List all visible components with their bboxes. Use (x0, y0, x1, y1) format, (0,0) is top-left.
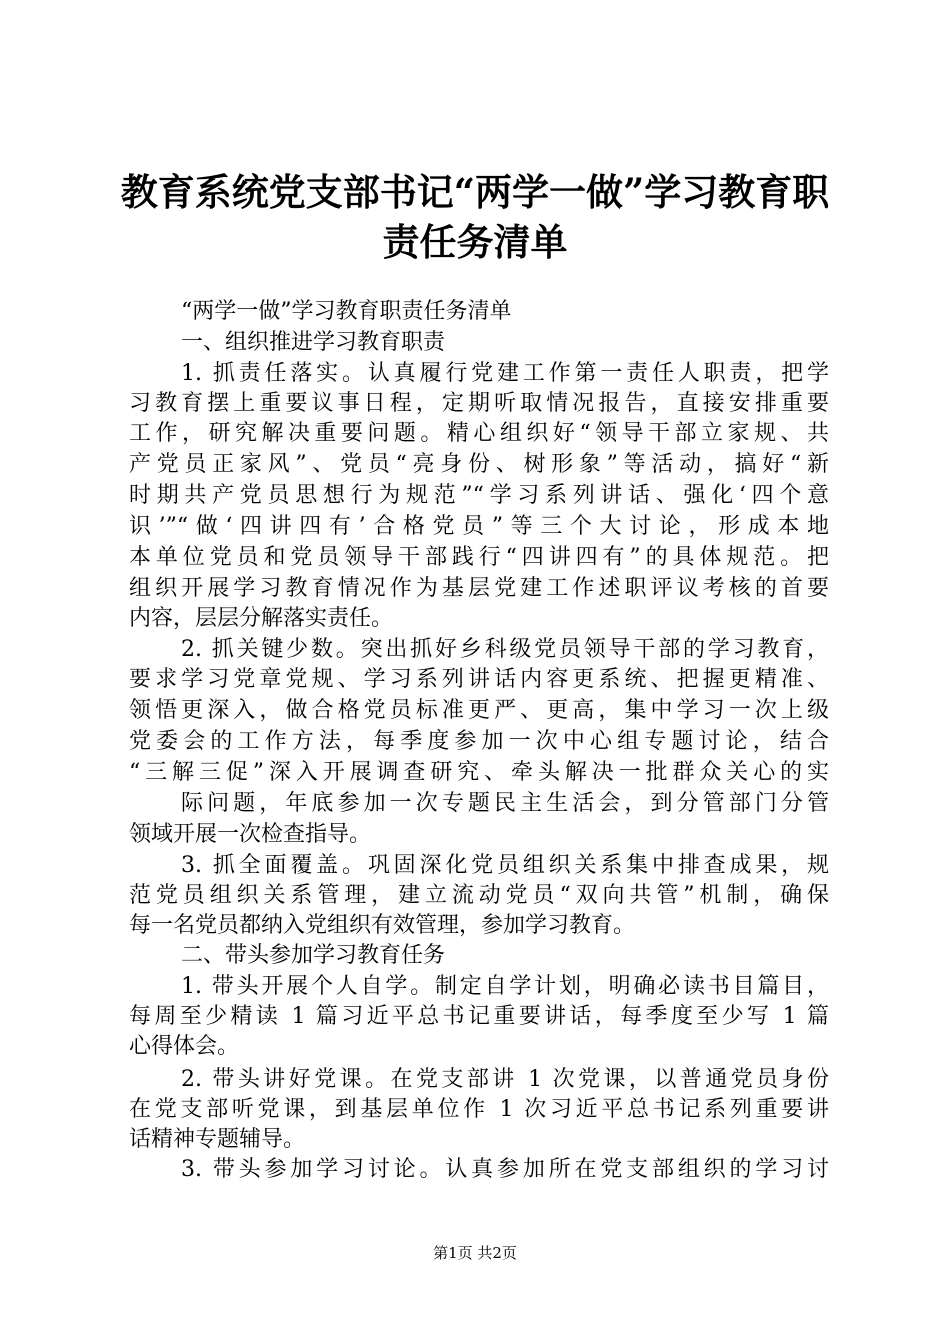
body-line: 话精神专题辅导。 (129, 1127, 306, 1152)
body-line: 内容，层层分解落实责任。 (129, 606, 394, 631)
body-line: 习教育摆上重要议事日程，定期听取情况报告，直接安排重要 (129, 391, 829, 416)
body-line: 2. 抓关键少数。突出抓好乡科级党员领导干部的学习教育， (181, 637, 829, 662)
body-line: “三解三促”深入开展调查研究、牵头解决一批群众关心的实 (129, 760, 829, 785)
subtitle: “两学一做”学习教育职责任务清单 (181, 299, 512, 324)
body-line: 领悟更深入，做合格党员标准更严、更高，集中学习一次上级 (129, 698, 829, 723)
body-line: 1. 带头开展个人自学。制定自学计划，明确必读书目篇目， (181, 974, 829, 999)
body-line: 1. 抓责任落实。认真履行党建工作第一责任人职责，把学 (181, 361, 829, 386)
body-line: 3. 抓全面覆盖。巩固深化党员组织关系集中排查成果，规 (181, 853, 829, 878)
body-line: 时期共产党员思想行为规范”“学习系列讲话、强化‘四个意 (129, 483, 829, 508)
body-line: 工作，研究解决重要问题。精心组织好“领导干部立家规、共 (129, 421, 829, 446)
body-line: 每周至少精读 1 篇习近平总书记重要讲话，每季度至少写 1 篇 (129, 1004, 829, 1029)
body-line: 领域开展一次检查指导。 (129, 822, 372, 847)
section-heading-1: 一、组织推进学习教育职责 (181, 330, 446, 355)
body-line: 范党员组织关系管理，建立流动党员“双向共管”机制，确保 (129, 883, 829, 908)
body-line: 际问题，年底参加一次专题民主生活会，到分管部门分管 (181, 791, 829, 816)
body-line: 要求学习党章党规、学习系列讲话内容更系统、把握更精准、 (129, 667, 829, 692)
body-line: 识’”“做‘四讲四有’合格党员”等三个大讨论，形成本地 (129, 514, 829, 539)
body-line: 心得体会。 (129, 1034, 240, 1059)
body-line: 每一名党员都纳入党组织有效管理，参加学习教育。 (129, 913, 636, 938)
section-heading-2: 二、带头参加学习教育任务 (181, 943, 446, 968)
body-line: 产党员正家风”、党员“亮身份、树形象”等活动，搞好“新 (129, 452, 829, 477)
page-footer: 第1页 共2页 (433, 1244, 517, 1262)
body-line: 在党支部听党课，到基层单位作 1 次习近平总书记系列重要讲 (129, 1097, 829, 1122)
body-line: 本单位党员和党员领导干部践行“四讲四有”的具体规范。把 (129, 545, 829, 570)
body-line: 3. 带头参加学习讨论。认真参加所在党支部组织的学习讨 (181, 1157, 829, 1182)
document-title-line-2: 责任务清单 (382, 220, 568, 264)
body-line: 党委会的工作方法，每季度参加一次中心组专题讨论，结合 (129, 729, 829, 754)
body-line: 2. 带头讲好党课。在党支部讲 1 次党课，以普通党员身份 (181, 1067, 829, 1092)
document-title-line-1: 教育系统党支部书记“两学一做”学习教育职 (120, 170, 830, 214)
body-line: 组织开展学习教育情况作为基层党建工作述职评议考核的首要 (129, 576, 829, 601)
